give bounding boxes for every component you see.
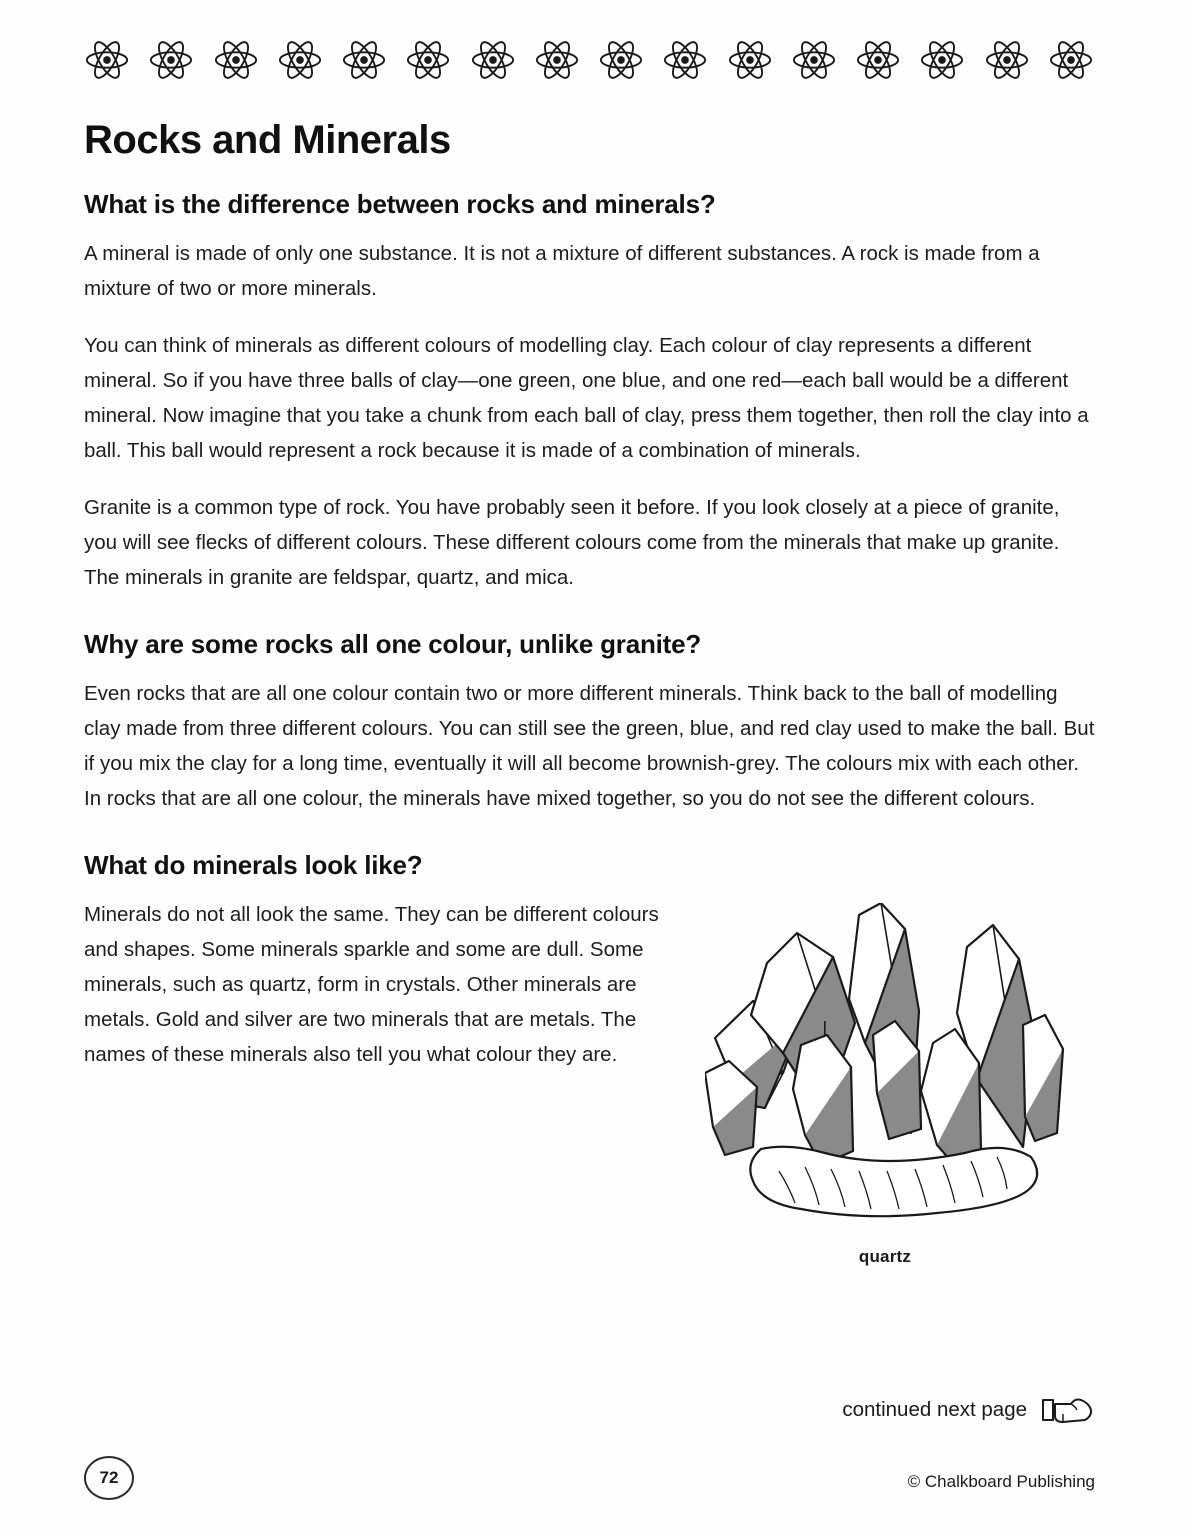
atom-icon	[919, 37, 965, 83]
atom-icon	[341, 37, 387, 83]
page-title: Rocks and Minerals	[84, 118, 451, 162]
pointing-hand-icon	[1041, 1392, 1095, 1428]
atom-icon	[84, 37, 130, 83]
section-1-paragraph-3: Granite is a common type of rock. You have probably seen it before. If you look closely at a piece of granite, you will see flecks of different colours. These different colours come from the minerals that make up granite. The minerals in granite are feldspar, quartz, and mica.	[84, 496, 1060, 589]
document-body	[84, 118, 1096, 1267]
section-heading-2: Why are some rocks all one colour, unlike granite?	[84, 629, 702, 659]
copyright-notice: © Chalkboard Publishing	[907, 1472, 1095, 1491]
decorative-atom-border	[84, 28, 1094, 92]
section-1-paragraph-1: A mineral is made of only one substance. It is not a mixture of different substances. A rock is made from a mixture of two or more minerals.	[84, 242, 1040, 300]
section-1-paragraph-2: You can think of minerals as different colours of modelling clay. Each colour of clay represents a different mineral. So if you have three balls of clay—one green, one blue, and one red—each ball would be a different mineral. Now imagine that you take a chunk from each ball of clay, press them together, then roll the clay into a ball. This ball would represent a rock because it is made of a combination of minerals.	[84, 334, 1089, 462]
page-number-badge: 72	[84, 1456, 134, 1500]
atom-icon	[662, 37, 708, 83]
section-3-content	[84, 897, 1096, 1267]
atom-icon	[277, 37, 323, 83]
atom-icon	[148, 37, 194, 83]
atom-icon	[213, 37, 259, 83]
figure-caption: quartz	[858, 1247, 912, 1266]
atom-icon	[1048, 37, 1094, 83]
section-heading-1: What is the difference between rocks and minerals?	[84, 189, 716, 219]
quartz-figure	[674, 897, 1096, 1267]
continued-next-page-note	[842, 1392, 1095, 1428]
atom-icon	[727, 37, 773, 83]
section-3-text-column	[84, 897, 664, 1072]
section-heading-3: What do minerals look like?	[84, 850, 423, 880]
atom-icon	[598, 37, 644, 83]
continued-label: continued next page	[842, 1398, 1027, 1421]
section-2-paragraph-1: Even rocks that are all one colour contain two or more different minerals. Think back to the ball of modelling clay made from three different colours. You can still see the green, blue, and red clay used to make the ball. But if you mix the clay for a long time, eventually it will all become brownish-grey. The colours mix with each other. In rocks that are all one colour, the minerals have mixed together, so you do not see the different colours.	[84, 682, 1095, 810]
atom-icon	[470, 37, 516, 83]
atom-icon	[534, 37, 580, 83]
atom-icon	[791, 37, 837, 83]
section-3-paragraph-1: Minerals do not all look the same. They can be different colours and shapes. Some minerals sparkle and some are dull. Some minerals, such as quartz, form in crystals. Other minerals are metals. Gold and silver are two minerals that are metals. The names of these minerals also tell you what colour they are.	[84, 903, 659, 1066]
quartz-crystal-cluster-illustration	[705, 903, 1065, 1233]
atom-icon	[984, 37, 1030, 83]
atom-icon	[855, 37, 901, 83]
atom-icon	[405, 37, 451, 83]
